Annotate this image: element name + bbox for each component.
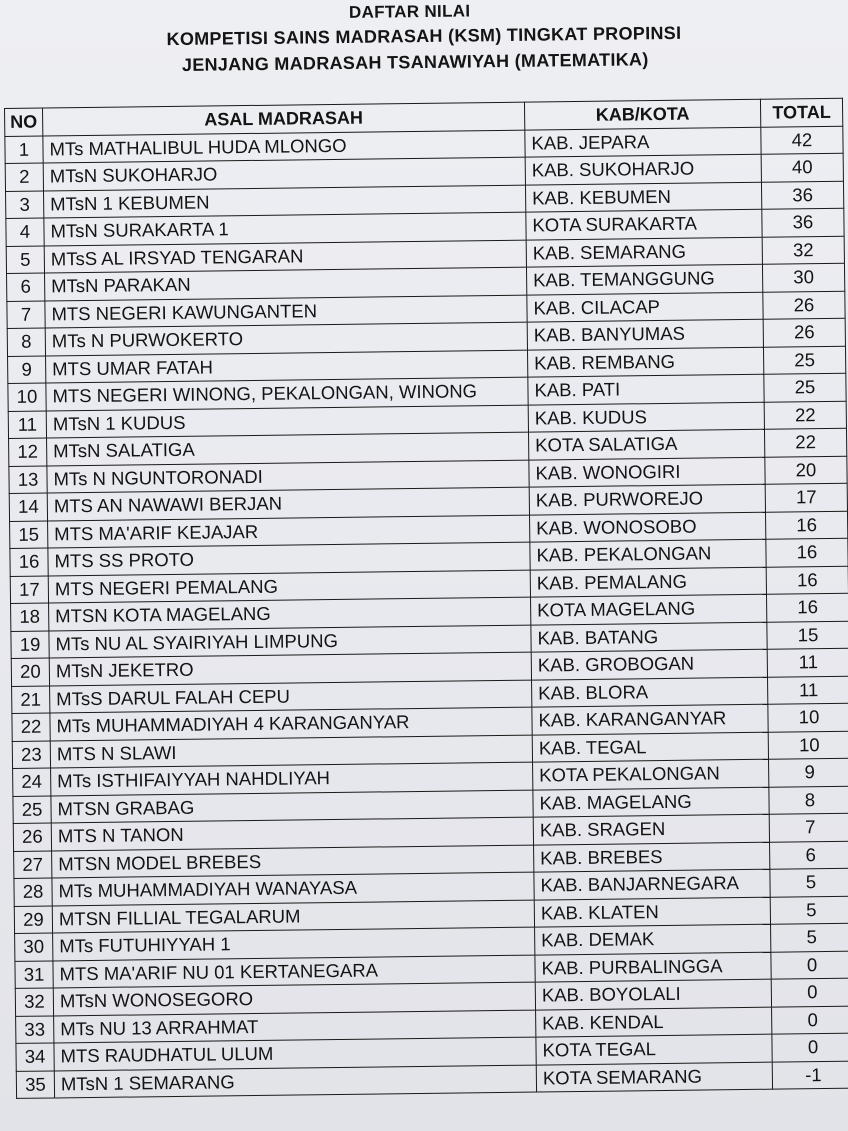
school-name: MTS N TANON — [51, 817, 533, 850]
total-score: 25 — [763, 346, 845, 374]
total-score: 7 — [769, 813, 848, 841]
region-name: KAB. BANJARNEGARA — [534, 869, 770, 899]
row-number: 34 — [16, 1043, 54, 1071]
region-name: KAB. CILACAP — [527, 292, 763, 322]
total-score: 11 — [768, 676, 848, 704]
school-name: MTSN KOTA MAGELANG — [49, 597, 531, 630]
region-name: KAB. KUDUS — [528, 402, 764, 432]
row-number: 29 — [14, 905, 52, 933]
column-header-no: NO — [5, 108, 43, 136]
region-name: KOTA SEMARANG — [536, 1062, 772, 1092]
region-name: KAB. KLATEN — [534, 897, 770, 927]
school-name: MTs N NGUNTORONADI — [47, 460, 529, 493]
total-score: 26 — [763, 318, 845, 346]
region-name: KAB. BATANG — [531, 622, 767, 652]
region-name: KAB. KENDAL — [536, 1007, 772, 1037]
region-name: KOTA MAGELANG — [531, 594, 767, 624]
region-name: KAB. KEBUMEN — [525, 182, 761, 212]
school-name: MTs MUHAMMADIYAH WANAYASA — [52, 872, 534, 905]
document-subtitle-level: JENJANG MADRASAH TSANAWIYAH (MATEMATIKA) — [181, 49, 649, 75]
region-name: KAB. TEGAL — [532, 732, 768, 762]
table-body — [5, 126, 848, 1099]
school-name: MTS RAUDHATUL ULUM — [54, 1037, 536, 1070]
school-name: MTsS AL IRSYAD TENGARAN — [44, 240, 526, 273]
row-number: 11 — [8, 411, 46, 439]
row-number: 6 — [7, 273, 45, 301]
school-name: MTs NU 13 ARRAHMAT — [54, 1010, 536, 1043]
row-number: 12 — [9, 438, 47, 466]
total-score: -1 — [772, 1061, 848, 1089]
row-number: 9 — [8, 356, 46, 384]
row-number: 17 — [10, 575, 48, 603]
total-score: 15 — [767, 621, 848, 649]
region-name: KAB. BOYOLALI — [535, 979, 771, 1009]
row-number: 33 — [16, 1015, 54, 1043]
region-name: KAB. PATI — [528, 374, 764, 404]
school-name: MTSN FILLIAL TEGALARUM — [52, 900, 534, 933]
total-score: 22 — [764, 428, 846, 456]
school-name: MTS MA'ARIF NU 01 KERTANEGARA — [53, 955, 535, 988]
document-title: DAFTAR NILAI — [348, 1, 471, 22]
region-name: KOTA SALATIGA — [528, 429, 764, 459]
total-score: 0 — [771, 951, 848, 979]
region-name: KAB. WONOGIRI — [529, 457, 765, 487]
total-score: 36 — [761, 181, 843, 209]
total-score: 16 — [765, 511, 847, 539]
row-number: 32 — [15, 988, 53, 1016]
row-number: 1 — [5, 136, 43, 164]
row-number: 8 — [7, 328, 45, 356]
row-number: 14 — [9, 493, 47, 521]
school-name: MTsN 1 KUDUS — [46, 405, 528, 438]
total-score: 10 — [768, 731, 848, 759]
row-number: 22 — [12, 713, 50, 741]
total-score: 10 — [768, 703, 848, 731]
region-name: KAB. WONOSOBO — [530, 512, 766, 542]
total-score: 20 — [765, 456, 847, 484]
region-name: KOTA PEKALONGAN — [533, 759, 769, 789]
total-score: 26 — [763, 291, 845, 319]
column-header-region: KAB/KOTA — [524, 99, 760, 129]
school-name: MTS SS PROTO — [48, 542, 530, 575]
total-score: 16 — [766, 538, 848, 566]
region-name: KAB. BANYUMAS — [527, 319, 763, 349]
region-name: KAB. PURBALINGGA — [535, 952, 771, 982]
school-name: MTSN MODEL BREBES — [52, 845, 534, 878]
row-number: 25 — [13, 795, 51, 823]
region-name: KOTA TEGAL — [536, 1034, 772, 1064]
document-header — [0, 0, 847, 75]
region-name: KAB. DEMAK — [535, 924, 771, 954]
row-number: 27 — [14, 850, 52, 878]
school-name: MTs N PURWOKERTO — [45, 322, 527, 355]
school-name: MTsN JEKETRO — [49, 652, 531, 685]
total-score: 22 — [764, 401, 846, 429]
school-name: MTsN SALATIGA — [47, 432, 529, 465]
total-score: 5 — [770, 896, 848, 924]
region-name: KAB. PURWOREJO — [529, 484, 765, 514]
region-name: KOTA SURAKARTA — [526, 209, 762, 239]
school-name: MTsN 1 SEMARANG — [54, 1065, 536, 1098]
total-score: 40 — [761, 153, 843, 181]
row-number: 20 — [11, 658, 49, 686]
region-name: KAB. REMBANG — [527, 347, 763, 377]
row-number: 28 — [14, 878, 52, 906]
school-name: MTS MA'ARIF KEJAJAR — [48, 515, 530, 548]
row-number: 31 — [15, 960, 53, 988]
total-score: 5 — [771, 923, 848, 951]
region-name: KAB. GROBOGAN — [531, 649, 767, 679]
row-number: 24 — [13, 768, 51, 796]
region-name: KAB. BREBES — [534, 842, 770, 872]
row-number: 7 — [7, 301, 45, 329]
total-score: 9 — [769, 758, 848, 786]
total-score: 42 — [761, 126, 843, 154]
total-score: 0 — [772, 1033, 848, 1061]
school-name: MTS NEGERI PEMALANG — [48, 570, 530, 603]
school-name: MTs ISTHIFAIYYAH NAHDLIYAH — [51, 762, 533, 795]
region-name: KAB. JEPARA — [525, 127, 761, 157]
region-name: KAB. TEMANGGUNG — [526, 264, 762, 294]
school-name: MTS N SLAWI — [50, 735, 532, 768]
row-number: 5 — [6, 246, 44, 274]
total-score: 36 — [762, 208, 844, 236]
row-number: 23 — [12, 740, 50, 768]
total-score: 8 — [769, 786, 848, 814]
row-number: 18 — [11, 603, 49, 631]
document-subtitle: KOMPETISI SAINS MADRASAH (KSM) TINGKAT PROPINSI — [166, 22, 682, 50]
total-score: 25 — [764, 373, 846, 401]
total-score: 17 — [765, 483, 847, 511]
row-number: 26 — [13, 823, 51, 851]
total-score: 5 — [770, 868, 848, 896]
region-name: KAB. PEMALANG — [530, 567, 766, 597]
region-name: KAB. PEKALONGAN — [530, 539, 766, 569]
total-score: 16 — [766, 566, 848, 594]
region-name: KAB. MAGELANG — [533, 787, 769, 817]
score-table — [4, 98, 848, 1099]
school-name: MTSN GRABAG — [51, 790, 533, 823]
column-header-total: TOTAL — [760, 98, 842, 126]
total-score: 0 — [771, 978, 848, 1006]
row-number: 30 — [15, 933, 53, 961]
region-name: KAB. SRAGEN — [533, 814, 769, 844]
school-name: MTS UMAR FATAH — [46, 350, 528, 383]
row-number: 4 — [6, 218, 44, 246]
total-score: 30 — [762, 263, 844, 291]
school-name: MTs FUTUHIYYAH 1 — [53, 927, 535, 960]
row-number: 19 — [11, 630, 49, 658]
row-number: 2 — [5, 163, 43, 191]
total-score: 6 — [770, 841, 848, 869]
school-name: MTS NEGERI KAWUNGANTEN — [45, 295, 527, 328]
school-name: MTsN SUKOHARJO — [43, 157, 525, 190]
column-header-school: ASAL MADRASAH — [43, 102, 525, 135]
region-name: KAB. SEMARANG — [526, 237, 762, 267]
region-name: KAB. KARANGANYAR — [532, 704, 768, 734]
row-number: 21 — [12, 685, 50, 713]
row-number: 16 — [10, 548, 48, 576]
row-number: 3 — [6, 191, 44, 219]
region-name: KAB. BLORA — [532, 677, 768, 707]
total-score: 16 — [766, 593, 848, 621]
school-name: MTsN WONOSEGORO — [53, 982, 535, 1015]
school-name: MTsN 1 KEBUMEN — [44, 185, 526, 218]
row-number: 35 — [16, 1070, 54, 1098]
school-name: MTsN SURAKARTA 1 — [44, 212, 526, 245]
school-name: MTs MATHALIBUL HUDA MLONGO — [43, 130, 525, 163]
row-number: 10 — [8, 383, 46, 411]
school-name: MTS AN NAWAWI BERJAN — [47, 487, 529, 520]
school-name: MTs NU AL SYAIRIYAH LIMPUNG — [49, 625, 531, 658]
row-number: 13 — [9, 466, 47, 494]
total-score: 32 — [762, 236, 844, 264]
region-name: KAB. SUKOHARJO — [525, 154, 761, 184]
total-score: 11 — [767, 648, 848, 676]
total-score: 0 — [772, 1006, 848, 1034]
score-table-wrapper — [4, 98, 848, 1099]
row-number: 15 — [10, 520, 48, 548]
school-name: MTsN PARAKAN — [45, 267, 527, 300]
school-name: MTS NEGERI WINONG, PEKALONGAN, WINONG — [46, 377, 528, 410]
school-name: MTsS DARUL FALAH CEPU — [50, 680, 532, 713]
school-name: MTs MUHAMMADIYAH 4 KARANGANYAR — [50, 707, 532, 740]
